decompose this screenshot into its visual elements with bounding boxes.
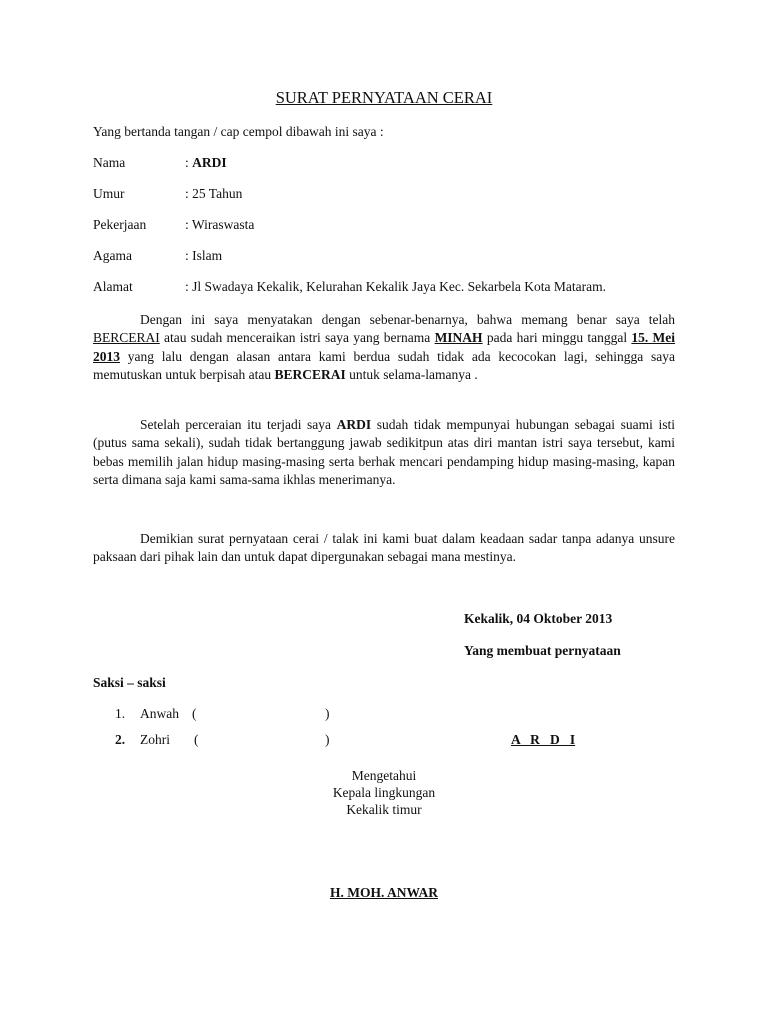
- acknowledgement-block: [0, 767, 768, 818]
- witness-name: Anwah: [140, 706, 179, 721]
- text: atau sudah menceraikan istri saya yang bernama: [159, 330, 435, 346]
- field-label: Umur: [93, 186, 125, 201]
- emphasis-wife-name: MINAH: [434, 330, 483, 346]
- field-label: Pekerjaan: [93, 217, 147, 232]
- witness-number: 2.: [115, 732, 126, 747]
- field-value: [185, 279, 606, 295]
- emphasis-date: 15. Mei 2013: [93, 330, 676, 364]
- religion-value: Islam: [192, 248, 223, 263]
- emphasis-ardi: ARDI: [336, 417, 372, 432]
- paragraph-statement: [93, 311, 675, 385]
- witness-close-paren: ): [325, 706, 330, 721]
- document-title: SURAT PERNYATAAN CERAI: [275, 88, 493, 107]
- text: yang lalu dengan alasan antara kami berdua sudah tidak ada kecocokan lagi, sehingga saya memutuskan untuk berpisah atau: [93, 348, 675, 383]
- ack-line: Mengetahui: [351, 768, 417, 783]
- text: pada hari minggu tanggal: [482, 330, 632, 346]
- maker-label: Yang membuat pernyataan: [464, 643, 621, 658]
- intro-text: Yang bertanda tangan / cap cempol dibawah ini saya :: [93, 124, 384, 139]
- field-value: [185, 248, 222, 264]
- paragraph-closing: Demikian surat pernyataan cerai / talak ini kami buat dalam keadaan sadar tanpa adanya unsure paksaan dari pihak lain dan untuk dapat dipergunakan sebagai mana mestinya.: [93, 531, 675, 565]
- paragraph-after-divorce: [93, 416, 675, 490]
- field-label: Alamat: [93, 279, 133, 294]
- official-name: H. MOH. ANWAR: [330, 885, 438, 900]
- text: Setelah perceraian itu terjadi saya: [140, 417, 337, 432]
- witness-close-paren: ): [325, 732, 330, 747]
- emphasis-bercerai-bold: BERCERAI: [274, 367, 346, 383]
- emphasis-bercerai: BERCERAI: [93, 330, 160, 346]
- job-value: Wiraswasta: [191, 217, 255, 232]
- signer-name: A R D I: [511, 732, 576, 747]
- field-label: Nama: [93, 155, 126, 170]
- field-separator: :: [185, 248, 193, 263]
- witness-open-paren: (: [194, 732, 199, 747]
- witness-number: 1.: [115, 706, 126, 721]
- field-separator: :: [185, 217, 192, 232]
- field-value: [185, 186, 242, 202]
- ack-line: Kepala lingkungan: [332, 785, 436, 800]
- field-value: [185, 155, 227, 171]
- text: Dengan ini saya menyatakan dengan sebenar-benarnya, bahwa memang benar saya telah: [140, 312, 675, 327]
- address-value: Jl Swadaya Kekalik, Kelurahan Kekalik Jaya Kec. Sekarbela Kota Mataram.: [192, 279, 606, 294]
- witness-header: Saksi – saksi: [93, 675, 166, 690]
- name-value: ARDI: [192, 155, 227, 170]
- field-value: [185, 217, 254, 233]
- field-separator: :: [185, 279, 193, 294]
- text: untuk selama-lamanya .: [345, 367, 478, 383]
- ack-line: Kekalik timur: [346, 802, 422, 817]
- text: sudah tidak mempunyai hubungan sebagai suami isti (putus sama sekali), sudah tidak bertanggung jawab sedikitpun atas diri mantan istri saya tersebut, kami bebas memilih jalan hidup masing-masing serta berhak mencari pendamping hidup masing-masing, kapan serta dimana saja kami sama-sama ikhlas menerimanya.: [93, 417, 675, 488]
- witness-name: Zohri: [140, 732, 170, 747]
- field-label: Agama: [93, 248, 132, 263]
- witness-open-paren: (: [192, 706, 197, 721]
- field-separator: :: [185, 186, 193, 201]
- field-separator: :: [185, 155, 193, 170]
- age-value: 25 Tahun: [192, 186, 243, 201]
- place-date: Kekalik, 04 Oktober 2013: [464, 611, 613, 626]
